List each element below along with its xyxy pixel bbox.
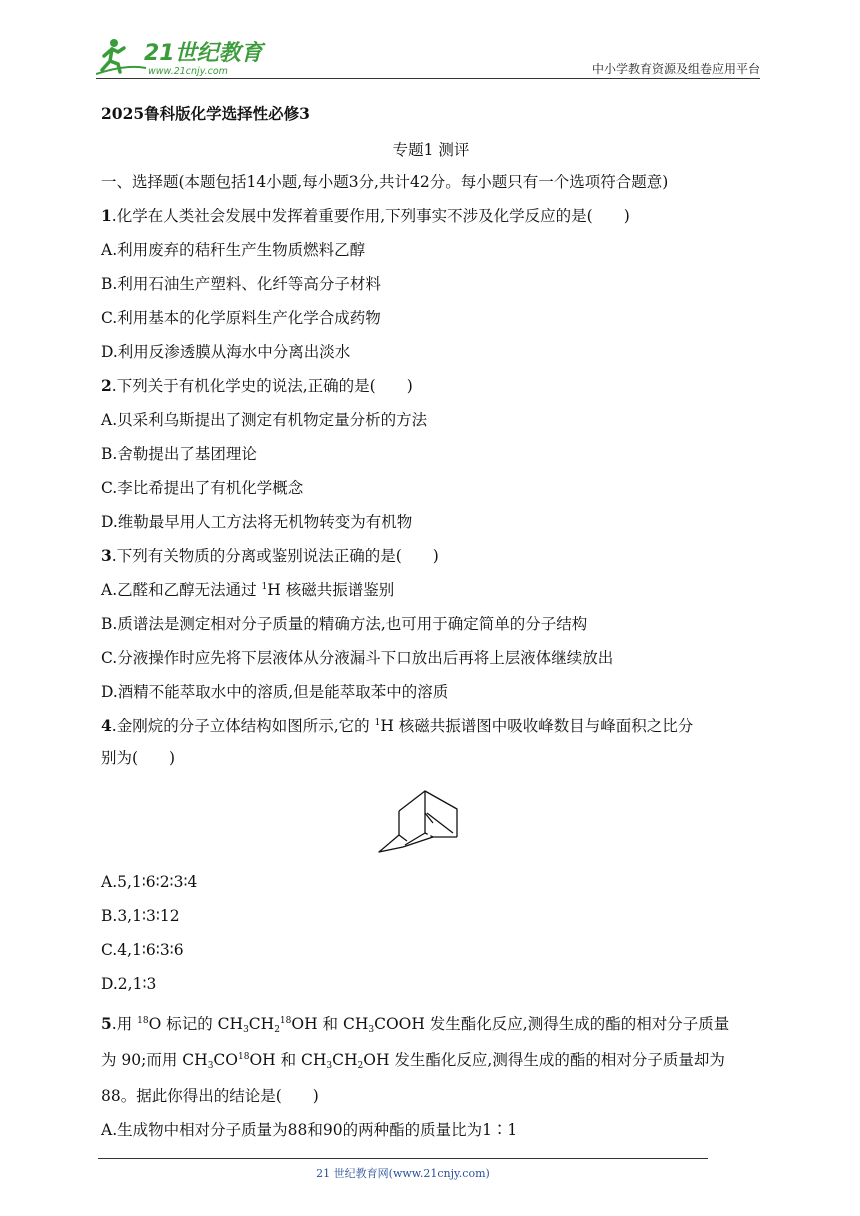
q1-option-b: B.利用石油生产塑料、化纤等高分子材料 xyxy=(101,275,381,293)
q4-option-d: D.2,1∶3 xyxy=(101,975,157,993)
q3-option-b: B.质谱法是测定相对分子质量的精确方法,也可用于确定简单的分子结构 xyxy=(101,615,588,633)
question-text: .下列有关物质的分离或鉴别说法正确的是( ) xyxy=(111,547,439,565)
logo-url: www.21cnjy.com xyxy=(148,66,228,77)
question-number: 2 xyxy=(101,376,112,395)
question-number: 4 xyxy=(101,716,112,735)
doc-subtitle: 专题1 测评 xyxy=(392,141,470,159)
header-platform-text: 中小学教育资源及组卷应用平台 xyxy=(591,62,760,76)
question-number: 5 xyxy=(101,1014,112,1033)
q2-option-d: D.维勒最早用人工方法将无机物转变为有机物 xyxy=(101,513,413,531)
question-1-stem xyxy=(101,206,630,226)
q4-option-b: B.3,1∶3∶12 xyxy=(101,907,180,925)
footer-text: 21 世纪教育网(www.21cnjy.com) xyxy=(316,1167,490,1180)
question-number: 1 xyxy=(101,206,112,225)
q1-option-c: C.利用基本的化学原料生产化学合成药物 xyxy=(101,309,381,327)
question-5-stem-line2: 为 90;而用 $CH_3CO^{18}OH$ 和 $CH_3CH_2OH$ 发生酯化反应,测得生成的酯的相对分子质量却为 xyxy=(101,1051,725,1071)
question-3-stem xyxy=(101,546,439,566)
site-logo xyxy=(96,34,266,78)
question-number: 3 xyxy=(101,546,112,565)
question-4-stem-line2: 别为( ) xyxy=(101,749,176,767)
q1-option-d: D.利用反渗透膜从海水中分离出淡水 xyxy=(101,343,351,361)
header-rule xyxy=(96,78,760,79)
q4-option-a: A.5,1∶6∶2∶3∶4 xyxy=(101,873,198,891)
section-heading: 一、选择题(本题包括14小题,每小题3分,共计42分。每小题只有一个选项符合题意) xyxy=(101,173,669,191)
footer-rule xyxy=(98,1158,708,1159)
q4-option-c: C.4,1∶6∶3∶6 xyxy=(101,941,184,959)
runner-icon xyxy=(96,39,146,74)
q3-option-d: D.酒精不能萃取水中的溶质,但是能萃取苯中的溶质 xyxy=(101,683,449,701)
q5-option-a: A.生成物中相对分子质量为88和90的两种酯的质量比为1∶1 xyxy=(101,1121,518,1139)
q1-option-a: A.利用废弃的秸秆生产生物质燃料乙醇 xyxy=(101,241,366,259)
q2-option-c: C.李比希提出了有机化学概念 xyxy=(101,479,304,497)
doc-title: 2025鲁科版化学选择性必修3 xyxy=(101,104,310,123)
q2-option-a: A.贝采利乌斯提出了测定有机物定量分析的方法 xyxy=(101,411,428,429)
question-2-stem xyxy=(101,376,413,396)
q3-option-c: C.分液操作时应先将下层液体从分液漏斗下口放出后再将上层液体继续放出 xyxy=(101,649,614,667)
question-4-stem: 4.金刚烷的分子立体结构如图所示,它的 $^1$H 核磁共振谱图中吸收峰数目与峰面积之比分 xyxy=(101,716,694,735)
q2-option-b: B.舍勒提出了基团理论 xyxy=(101,445,257,463)
question-5-stem-line3: 88。据此你得出的结论是( ) xyxy=(101,1087,319,1105)
question-text: .化学在人类社会发展中发挥着重要作用,下列事实不涉及化学反应的是( ) xyxy=(111,207,630,225)
question-text: .下列关于有机化学史的说法,正确的是( ) xyxy=(111,377,413,395)
adamantane-structure-figure xyxy=(377,789,479,855)
q3-option-a: A.乙醛和乙醇无法通过 $^1$H 核磁共振谱鉴别 xyxy=(101,581,395,599)
logo-text: 21世纪教育 xyxy=(144,41,263,66)
page-header xyxy=(96,30,760,82)
question-5-stem: 5.用 $^{18}$O 标记的 $CH_3CH_2^{18}OH$ 和 $CH_3COOH$ 发生酯化反应,测得生成的酯的相对分子质量 xyxy=(101,1014,730,1035)
